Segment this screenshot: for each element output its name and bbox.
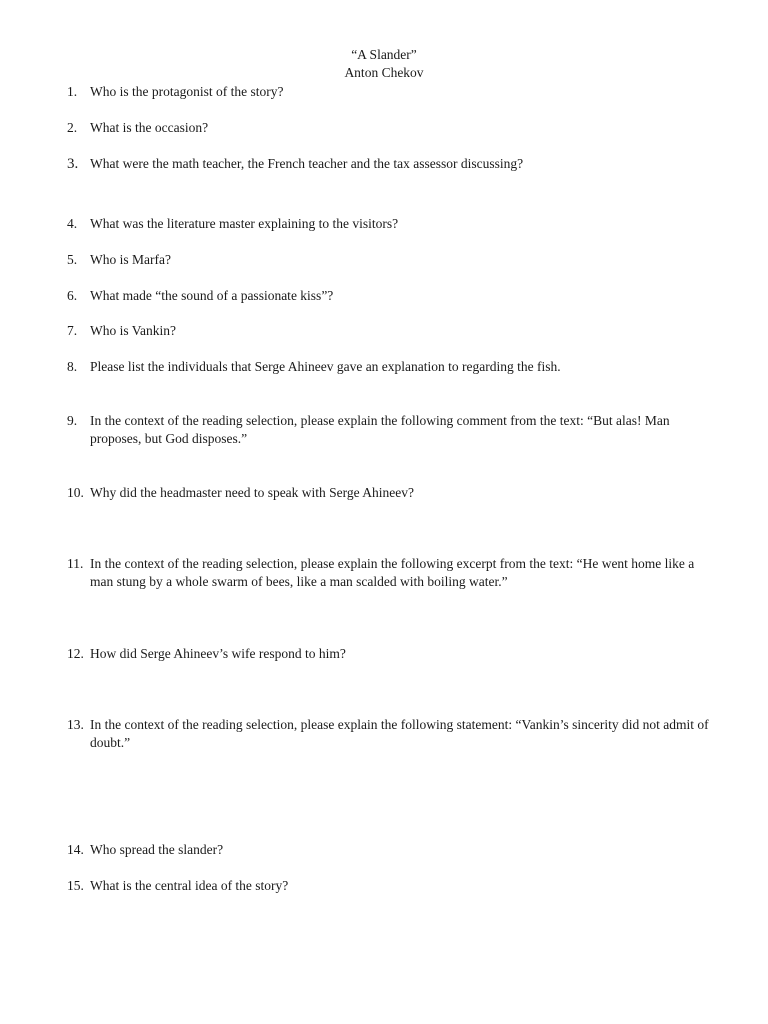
question-item bbox=[67, 322, 717, 340]
question-number: 10. bbox=[67, 485, 84, 500]
question-text: In the context of the reading selection, please explain the following excerpt from the text: “He went home like a man stung by a whole swarm of bees, like a man scalded with boiling water.” bbox=[90, 556, 695, 589]
question-text: Who spread the slander? bbox=[90, 842, 224, 857]
document-author: Anton Chekov bbox=[344, 65, 424, 80]
question-number: 12. bbox=[67, 646, 84, 661]
question-number: 5. bbox=[67, 252, 78, 267]
question-text: Who is the protagonist of the story? bbox=[90, 84, 284, 99]
question-number: 13. bbox=[67, 717, 84, 732]
question-text: What made “the sound of a passionate kiss”? bbox=[90, 288, 334, 303]
question-item bbox=[67, 841, 717, 859]
question-text: Who is Vankin? bbox=[90, 323, 176, 338]
question-item bbox=[67, 716, 717, 752]
question-number: 7. bbox=[67, 323, 78, 338]
question-item bbox=[67, 358, 717, 376]
question-item bbox=[67, 484, 717, 502]
document-title: “A Slander” bbox=[351, 47, 417, 62]
question-item bbox=[67, 412, 717, 448]
question-text: Please list the individuals that Serge Ahineev gave an explanation to regarding the fish. bbox=[90, 359, 561, 374]
question-item bbox=[67, 155, 717, 173]
question-text: In the context of the reading selection, please explain the following statement: “Vankin’s sincerity did not admit of doubt.” bbox=[90, 717, 709, 750]
question-text: What were the math teacher, the French teacher and the tax assessor discussing? bbox=[90, 156, 524, 171]
question-number: 9. bbox=[67, 413, 78, 428]
question-number: 11. bbox=[67, 556, 84, 571]
question-number: 15. bbox=[67, 878, 84, 893]
question-text: How did Serge Ahineev’s wife respond to him? bbox=[90, 646, 346, 661]
question-text: Who is Marfa? bbox=[90, 252, 171, 267]
question-number: 14. bbox=[67, 842, 84, 857]
question-number: 8. bbox=[67, 359, 78, 374]
question-text: In the context of the reading selection, please explain the following comment from the text: “But alas! Man proposes, but God disposes.” bbox=[90, 413, 670, 446]
question-item bbox=[67, 645, 717, 663]
question-number: 3. bbox=[67, 156, 79, 172]
question-item bbox=[67, 119, 717, 137]
question-text: What is the central idea of the story? bbox=[90, 878, 289, 893]
question-item bbox=[67, 877, 717, 895]
question-number: 1. bbox=[67, 84, 78, 99]
question-item bbox=[67, 287, 717, 305]
question-text: What is the occasion? bbox=[90, 120, 209, 135]
question-item bbox=[67, 555, 717, 591]
question-item bbox=[67, 83, 717, 101]
question-item bbox=[67, 251, 717, 269]
question-item bbox=[67, 215, 717, 233]
document-header bbox=[0, 46, 768, 82]
question-text: What was the literature master explaining to the visitors? bbox=[90, 216, 399, 231]
question-number: 6. bbox=[67, 288, 78, 303]
question-text: Why did the headmaster need to speak with Serge Ahineev? bbox=[90, 485, 415, 500]
question-number: 2. bbox=[67, 120, 78, 135]
question-number: 4. bbox=[67, 216, 78, 231]
